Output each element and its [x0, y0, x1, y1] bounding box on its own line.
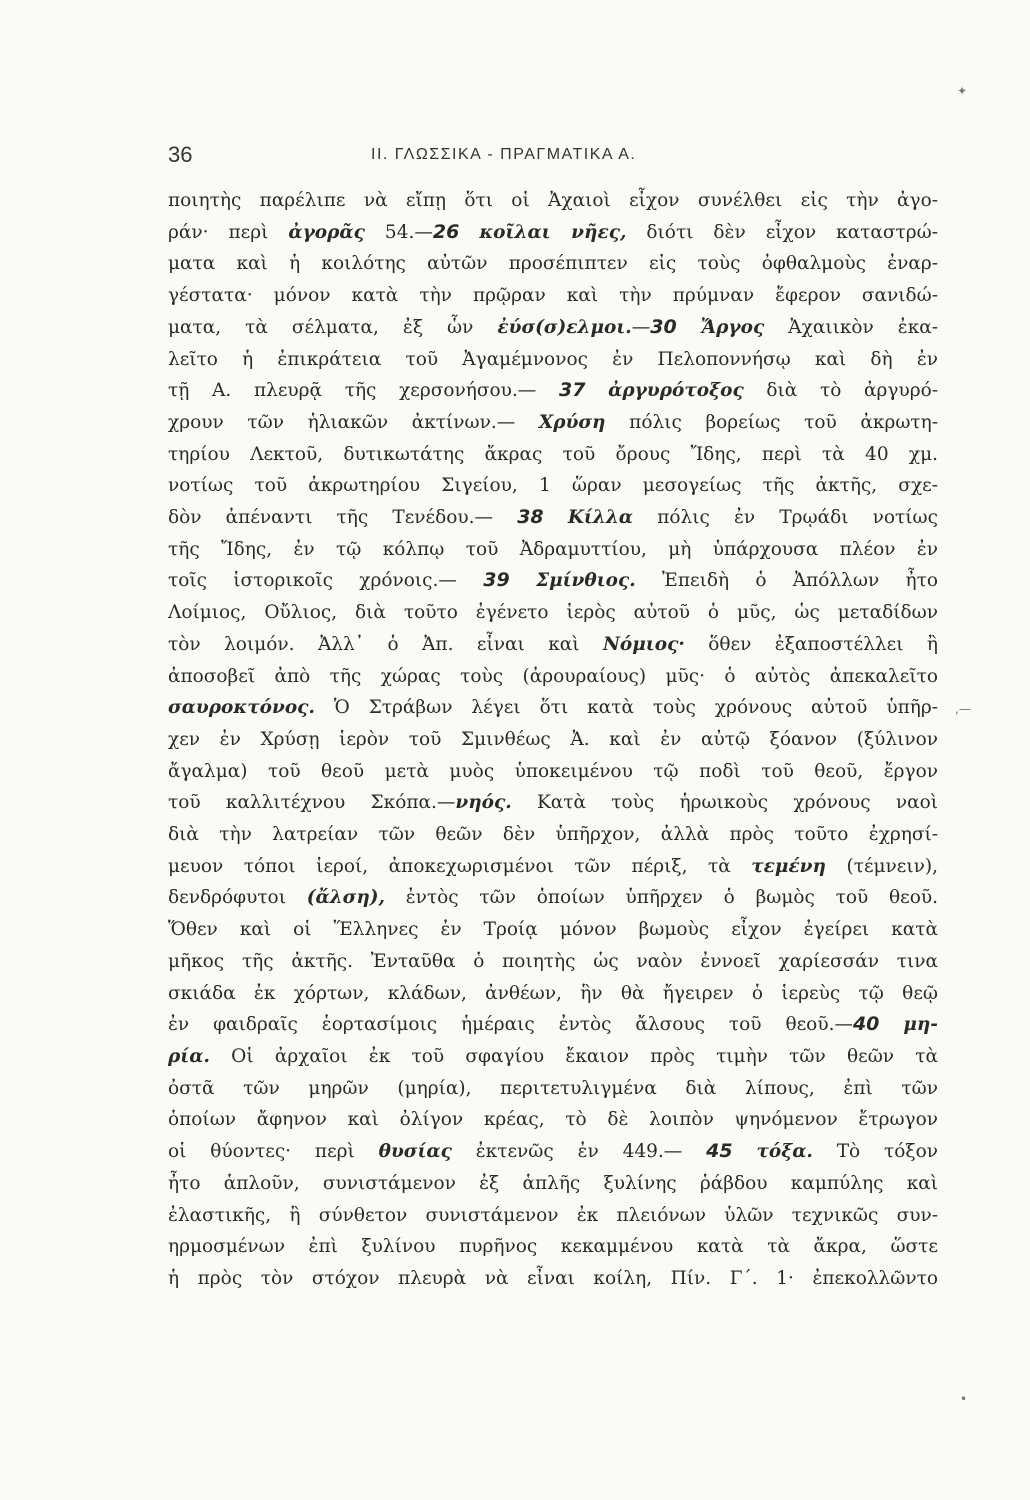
- text-run: μευον τόποι ἱεροί, ἀποκεχωρισμένοι τῶν πέριξ, τὰ: [168, 855, 752, 877]
- text-line: [168, 1009, 938, 1041]
- text-run: [544, 507, 568, 528]
- text-run: (τέμνειν),: [825, 855, 938, 877]
- text-run: Ἐπειδὴ ὁ Ἀπόλλων ἦτο: [635, 570, 938, 592]
- text-line: [168, 470, 938, 502]
- text-line: [168, 1168, 938, 1200]
- text-line: [168, 217, 938, 249]
- lemma: ρία.: [168, 1045, 210, 1067]
- text-line: [168, 344, 938, 376]
- text-run: πόλις βορείως τοῦ ἀκρωτη-: [605, 411, 938, 433]
- text-line: [168, 851, 938, 883]
- text-run: ἦτο ἁπλοῦν, συνιστάμενον ἐξ ἁπλῆς ξυλίνης ῥάβδου καμπύλης καὶ: [168, 1172, 938, 1194]
- text-run: ποιητὴς παρέλιπε νὰ εἴπῃ ὅτι οἱ Ἀχαιοὶ εἶχον συνέλθει εἰς τὴν ἀγο-: [168, 190, 938, 211]
- text-run: ἡ πρὸς τὸν στόχον πλευρὰ νὰ εἶναι κοίλη, Πίν. Γ´. 1· ἐπεκολλῶντο: [168, 1267, 938, 1289]
- text-line: [168, 978, 938, 1010]
- text-run: —: [631, 316, 651, 338]
- text-line: [168, 1263, 938, 1295]
- text-run: ἐλαστικῆς, ἢ σύνθετον συνιστάμενον ἐκ πλειόνων ὑλῶν τεχνικῶς συν-: [168, 1204, 938, 1226]
- text-run: χρουν τῶν ἡλιακῶν ἀκτίνων.—: [168, 411, 539, 433]
- text-run: δενδρόφυτοι: [168, 887, 307, 909]
- text-line: [168, 1200, 938, 1232]
- commentary-text: [168, 185, 938, 1295]
- text-run: διὰ τὸ ἀργυρό-: [743, 380, 938, 402]
- text-run: δὸν ἀπέναντι τῆς Τενέδου.—: [168, 507, 518, 529]
- page-number: 36: [168, 142, 193, 167]
- verse-number: 45: [706, 1140, 733, 1163]
- text-run: λεῖτο ἡ ἐπικράτεια τοῦ Ἀγαμέμνονος ἐν Πελοποννήσῳ καὶ δὴ ἐν: [168, 348, 938, 370]
- verse-number: 38: [517, 506, 544, 529]
- lemma: (ἄλση),: [306, 887, 385, 909]
- text-run: γέστατα· μόνον κατὰ τὴν πρῷραν καὶ τὴν πρύμναν ἔφερον σανιδώ-: [168, 285, 938, 307]
- text-run: Ὅθεν καὶ οἱ Ἕλληνες ἐν Τροίᾳ μόνον βωμοὺς εἶχον ἐγείρει κατὰ: [168, 919, 938, 941]
- text-line: [168, 1041, 938, 1073]
- lemma: Νόμιος·: [602, 633, 685, 655]
- text-line: [168, 185, 938, 217]
- text-line: [168, 1104, 938, 1136]
- text-run: νοτίως τοῦ ἀκρωτηρίου Σιγείου, 1 ὥραν μεσογείως τῆς ἀκτῆς, σχε-: [168, 475, 938, 497]
- margin-mark: ✦: [957, 84, 968, 98]
- text-run: [585, 380, 608, 401]
- text-run: πόλις ἐν Τρῳάδι νοτίως: [633, 507, 938, 529]
- text-run: τὸν λοιμόν. Ἀλλ᾽ ὁ Ἀπ. εἶναι καὶ: [168, 633, 603, 655]
- text-run: μῆκος τῆς ἀκτῆς. Ἐνταῦθα ὁ ποιητὴς ὡς ναὸν ἐννοεῖ χαρίεσσάν τινα: [168, 950, 938, 972]
- text-run: τοῖς ἱστορικοῖς χρόνοις.—: [168, 570, 484, 592]
- lemma: Σμίνθιος.: [535, 570, 636, 592]
- text-line: [168, 248, 938, 280]
- text-run: ἀποσοβεῖ ἀπὸ τῆς χώρας τοὺς (ἀρουραίους) μῦς· ὁ αὐτὸς ἀπεκαλεῖτο: [168, 665, 938, 687]
- text-run: ὁποίων ἄφηνον καὶ ὀλίγον κρέας, τὸ δὲ λοιπὸν ψηνόμενον ἔτρωγον: [168, 1109, 938, 1131]
- text-run: [510, 570, 536, 591]
- lemma: θυσίας: [378, 1141, 452, 1163]
- text-line: [168, 280, 938, 312]
- text-run: ματα καὶ ἡ κοιλότης αὐτῶν προσέπιπτεν εἰς τοὺς ὀφθαλμοὺς ἐναρ-: [168, 253, 938, 275]
- text-line: [168, 407, 938, 439]
- text-run: [459, 222, 479, 243]
- text-line: [168, 534, 938, 566]
- text-run: Κατὰ τοὺς ἡρωικοὺς χρόνους ναοὶ: [511, 792, 938, 814]
- text-run: [677, 317, 701, 338]
- lemma: τεμένη: [751, 855, 826, 877]
- text-line: [168, 1073, 938, 1105]
- text-run: 54.—: [364, 221, 433, 243]
- text-run: Λοίμιος, Οὔλιος, διὰ τοῦτο ἐγένετο ἱερὸς αὐτοῦ ὁ μῦς, ὡς μεταδίδων: [168, 602, 938, 624]
- text-run: Ὁ Στράβων λέγει ὅτι κατὰ τοὺς χρόνους αὐτοῦ ὑπῆρ-: [314, 697, 938, 719]
- text-line: [168, 787, 938, 819]
- text-run: διὰ τὴν λατρείαν τῶν θεῶν δὲν ὑπῆρχον, ἀλλὰ πρὸς τοῦτο ἐχρησί-: [168, 824, 938, 846]
- text-line: [168, 882, 938, 914]
- text-line: [168, 629, 938, 661]
- lemma: νηός.: [455, 792, 512, 814]
- lemma: μη-: [903, 1014, 938, 1036]
- lemma: Χρύση: [538, 411, 606, 433]
- text-run: ἐν φαιδραῖς ἑορτασίμοις ἡμέραις ἐντὸς ἄλσους τοῦ θεοῦ.—: [168, 1014, 853, 1036]
- text-line: [168, 1231, 938, 1263]
- lemma: ἀργυρότοξος: [608, 380, 744, 402]
- text-line: [168, 946, 938, 978]
- text-line: [168, 312, 938, 344]
- text-run: Οἱ ἀρχαῖοι ἐκ τοῦ σφαγίου ἔκαιον πρὸς τιμὴν τῶν θεῶν τὰ: [209, 1045, 938, 1067]
- text-run: ἐκτενῶς ἐν 449.—: [451, 1141, 707, 1163]
- page-header: [168, 142, 938, 172]
- lemma: τόξα.: [756, 1141, 813, 1163]
- text-run: ὀστᾶ τῶν μηρῶν (μηρία), περιτετυλιγμένα διὰ λίπους, ἐπὶ τῶν: [168, 1077, 938, 1099]
- text-run: ηρμοσμένων ἐπὶ ξυλίνου πυρῆνος κεκαμμένου κατὰ τὰ ἄκρα, ὥστε: [168, 1236, 938, 1258]
- margin-mark: •: [960, 1392, 968, 1406]
- running-head: II. ΓΛΩΣΣΙΚΑ - ΠΡΑΓΜΑΤΙΚΑ Α.: [371, 146, 637, 163]
- lemma: ἀγορᾶς: [288, 221, 365, 243]
- verse-number: 37: [558, 379, 586, 402]
- text-run: [879, 1014, 903, 1035]
- verse-number: 40: [852, 1013, 880, 1036]
- text-line: [168, 819, 938, 851]
- text-line: [168, 914, 938, 946]
- text-run: τοῦ καλλιτέχνου Σκόπα.—: [168, 792, 456, 814]
- text-run: σκιάδα ἐκ χόρτων, κλάδων, ἀνθέων, ἣν θὰ ἤγειρεν ὁ ἱερεὺς τῷ θεῷ: [168, 982, 938, 1004]
- lemma: Κίλλα: [567, 507, 634, 529]
- text-run: ράν· περὶ: [168, 221, 289, 243]
- text-line: [168, 502, 938, 534]
- verse-number: 30: [650, 315, 677, 338]
- text-run: τῆς Ἴδης, ἐν τῷ κόλπῳ τοῦ Ἀδραμυττίου, μὴ ὑπάρχουσα πλέον ἐν: [168, 538, 938, 560]
- text-line: [168, 375, 938, 407]
- lemma: Ἄργος: [700, 316, 765, 338]
- text-line: [168, 439, 938, 471]
- margin-mark: ,—: [955, 702, 971, 716]
- text-run: ματα, τὰ σέλματα, ἐξ ὧν: [168, 316, 498, 338]
- text-run: ὅθεν ἐξαποστέλλει ἢ: [684, 633, 938, 655]
- text-run: Ἀχαιικὸν ἐκα-: [764, 316, 939, 338]
- lemma: κοῖλαι νῆες,: [479, 221, 627, 243]
- text-line: [168, 724, 938, 756]
- text-run: χεν ἐν Χρύσῃ ἱερὸν τοῦ Σμινθέως Ἀ. καὶ ἐν αὐτῷ ξόανον (ξύλινον: [168, 728, 938, 750]
- verse-number: 26: [432, 220, 460, 243]
- text-line: [168, 661, 938, 693]
- text-run: ἐντὸς τῶν ὁποίων ὑπῆρχεν ὁ βωμὸς τοῦ θεοῦ.: [384, 887, 939, 909]
- text-line: [168, 756, 938, 788]
- text-line: [168, 1136, 938, 1168]
- text-run: τῇ Α. πλευρᾷ τῆς χερσονήσου.—: [168, 380, 559, 402]
- text-run: οἱ θύοντες· περὶ: [168, 1141, 379, 1163]
- lemma: σαυροκτόνος.: [168, 697, 315, 719]
- text-line: [168, 597, 938, 629]
- text-run: ἄγαλμα) τοῦ θεοῦ μετὰ μυὸς ὑποκειμένου τῷ ποδὶ τοῦ θεοῦ, ἔργον: [168, 760, 938, 782]
- text-line: [168, 692, 938, 724]
- text-run: [733, 1141, 757, 1162]
- text-run: διότι δὲν εἶχον καταστρώ-: [626, 221, 938, 243]
- lemma: ἐύσ(σ)ελμοι.: [497, 316, 632, 338]
- verse-number: 39: [483, 569, 510, 592]
- text-run: Τὸ τόξον: [812, 1141, 938, 1163]
- text-line: [168, 565, 938, 597]
- text-run: τηρίου Λεκτοῦ, δυτικωτάτης ἄκρας τοῦ ὄρους Ἴδης, περὶ τὰ 40 χμ.: [168, 443, 938, 465]
